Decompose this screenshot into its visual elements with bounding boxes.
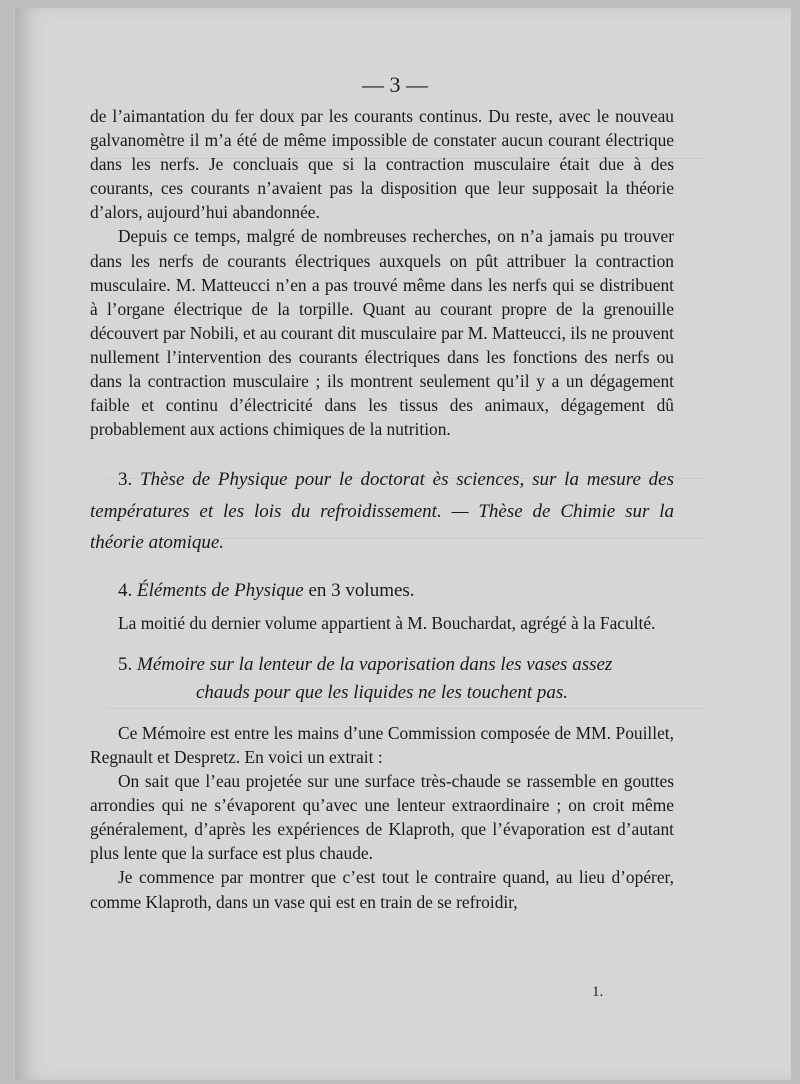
paragraph: On sait que l’eau projetée sur une surface très-chaude se rassemble en gouttes arrondies qui ne s’évaporent qu’avec une lenteur extraordinaire ; on croit même généralement, d’après les expériences de Klaproth, que l’évaporation est d’autant plus lente que la surface est plus chaude.: [90, 771, 674, 864]
signature-mark: 1.: [592, 984, 604, 1000]
section-number: 3.: [118, 469, 133, 491]
section-title-line: [90, 651, 674, 679]
section-title: Thèse de Physique pour le doctorat ès sciences, sur la mesure des températures et les lois du refroidissement. — Thèse de Chimie sur la théorie atomique.: [90, 469, 675, 554]
section-title: Éléments de Physique: [137, 579, 304, 601]
section-4-heading: [90, 577, 674, 605]
section-number: 5.: [118, 653, 133, 675]
section-number: 4.: [118, 579, 133, 601]
body-text: [90, 104, 674, 914]
section-title-rest: en 3 volumes.: [303, 579, 415, 601]
page-number: — 3 —: [362, 72, 428, 97]
paragraph: de l’aimantation du fer doux par les courants continus. Du reste, avec le nouveau galvanomètre il m’a été de même impossible de constater aucun courant électrique dans les nerfs. Je concluais que si la contraction musculaire était due à des courants, ces courants n’avaient pas la disposition que leur supposait la théorie d’alors, aujourd’hui abandonnée.: [90, 106, 674, 223]
paragraph: Ce Mémoire est entre les mains d’une Commission composée de MM. Pouillet, Regnault et Despretz. En voici un extrait :: [90, 722, 674, 767]
section-3-heading: [90, 464, 674, 559]
paragraph: Depuis ce temps, malgré de nombreuses recherches, on n’a jamais pu trouver dans les nerfs de courants électriques auxquels on pût attribuer la contraction musculaire. M. Matteucci n’en a pas trouvé même dans les nerfs qui se distribuent à l’organe électrique de la torpille. Quant au courant propre de la grenouille découvert par Nobili, et au courant dit musculaire par M. Matteucci, ils ne prouvent nullement l’intervention des courants électriques dans les fonctions des nerfs ou dans la contraction musculaire ; ils montrent seulement qu’il y a un dégagement faible et continu d’électricité dans les tissus des animaux, dégagement dû probablement aux actions chimiques de la nutrition.: [90, 226, 674, 440]
section-title: Mémoire sur la lenteur de la vaporisation dans les vases assez: [137, 653, 613, 675]
document-page: [14, 8, 791, 1080]
paragraph: La moitié du dernier volume appartient à M. Bouchardat, agrégé à la Faculté.: [118, 612, 656, 633]
paragraph: Je commence par montrer que c’est tout le contraire quand, au lieu d’opérer, comme Klaproth, dans un vase qui est en train de se refroidir,: [90, 867, 674, 912]
section-5-heading: [90, 651, 674, 707]
section-title-line: chauds pour que les liquides ne les touchent pas.: [195, 681, 569, 703]
